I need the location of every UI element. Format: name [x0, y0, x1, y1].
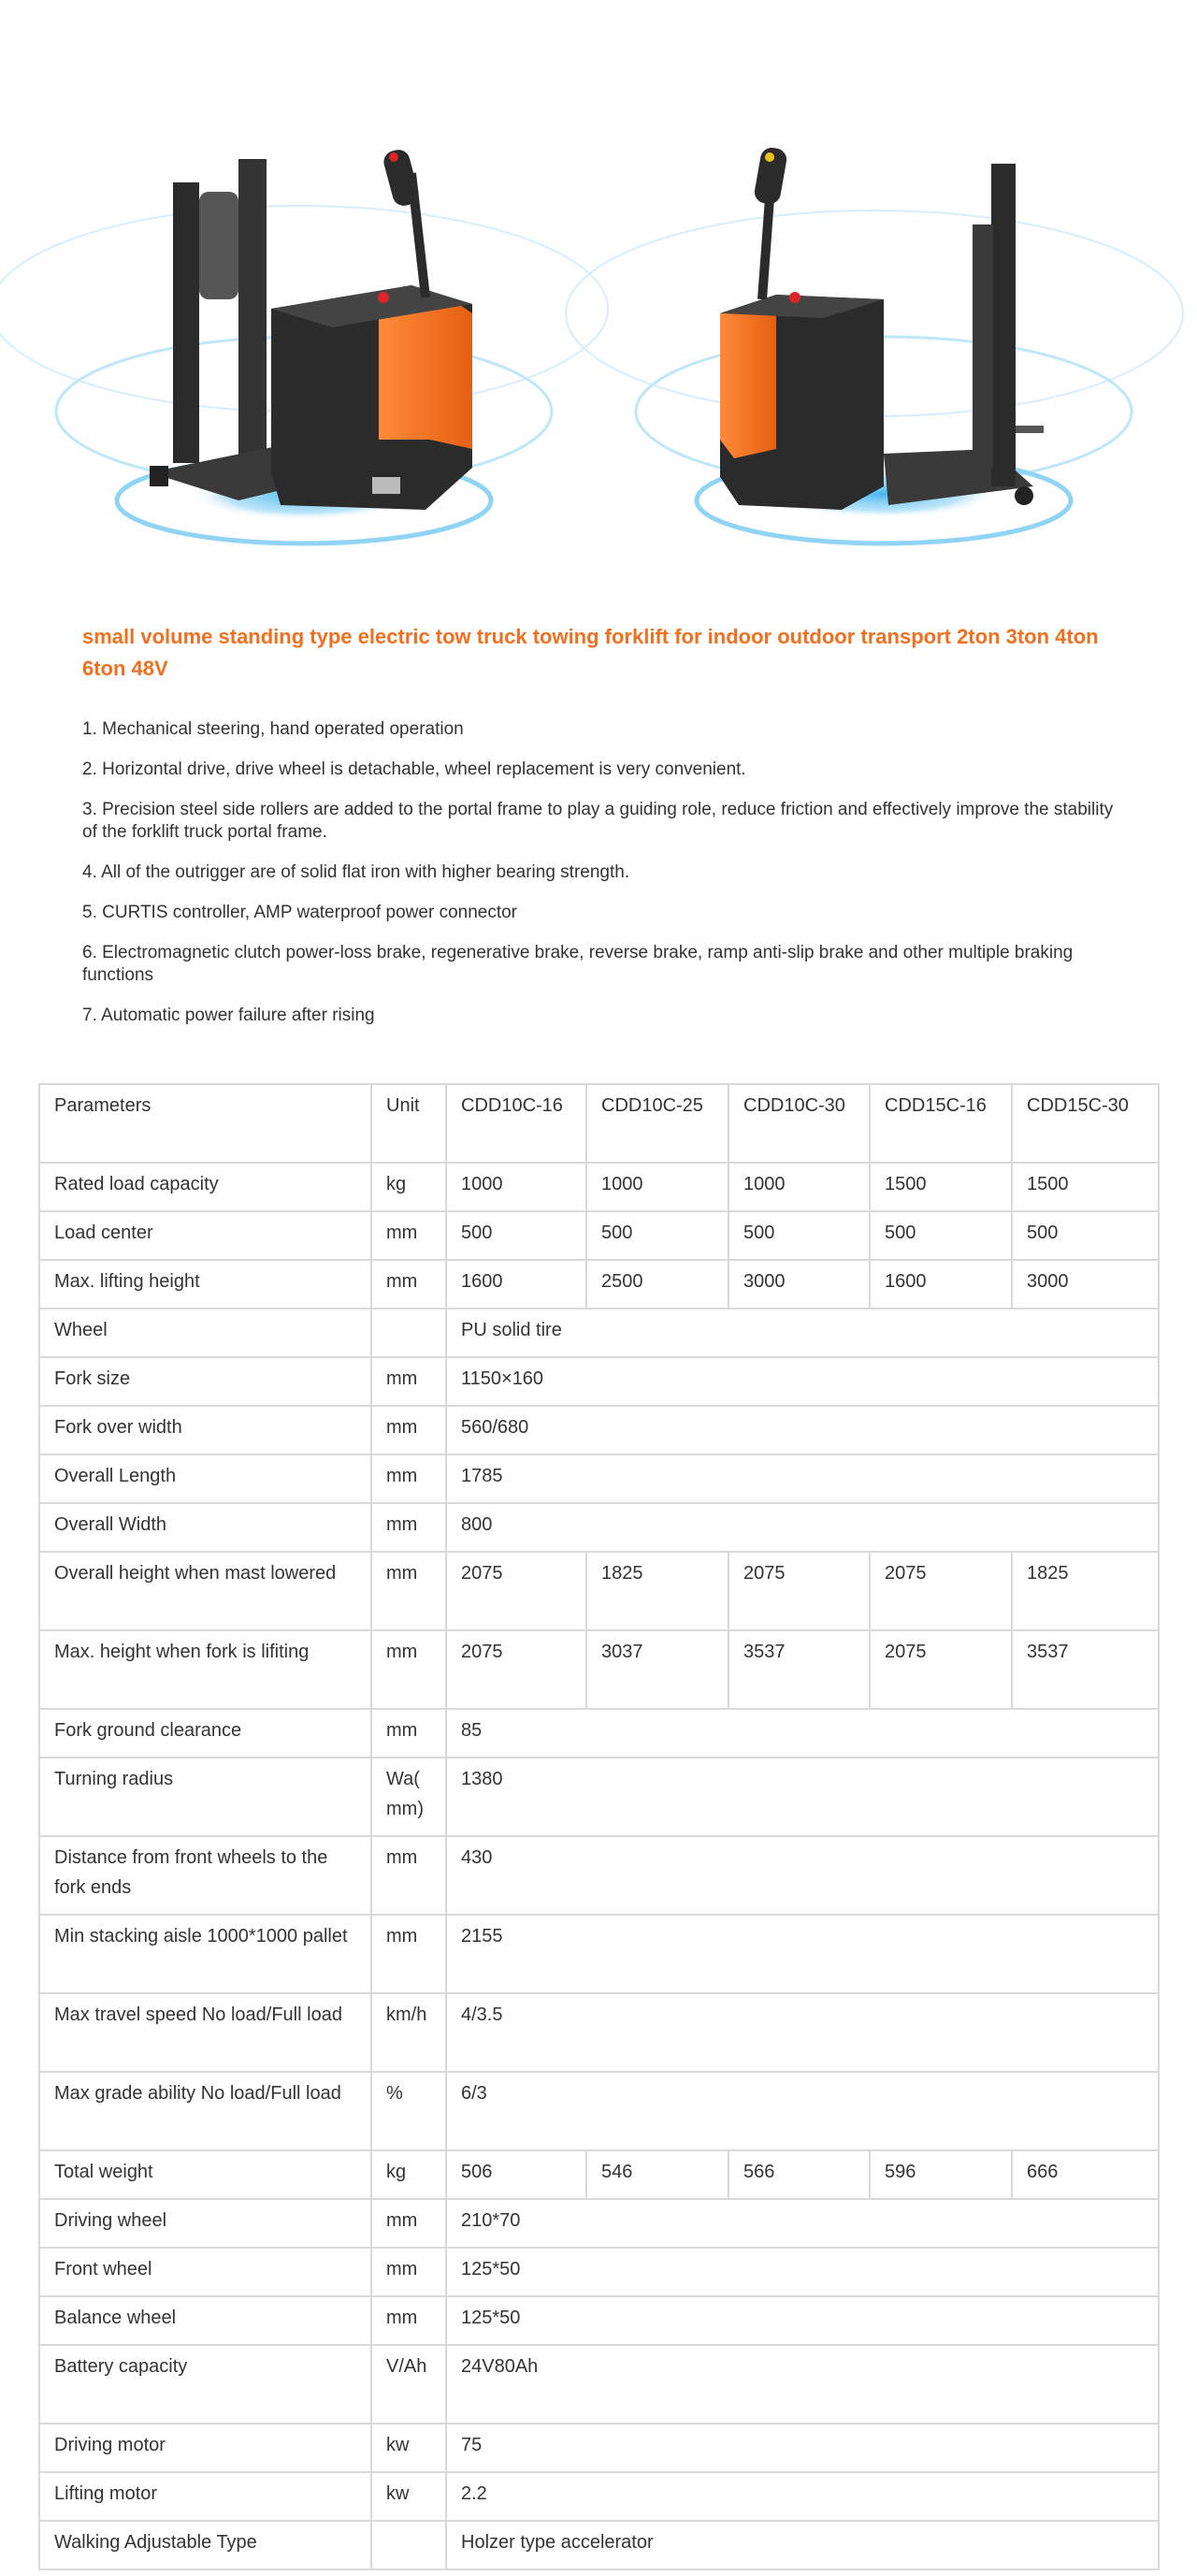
unit-cell: mm	[371, 1454, 446, 1503]
feature-item: 6. Electromagnetic clutch power-loss brake, regenerative brake, reverse brake, ramp anti-slip brake and other multiple braking functions	[82, 943, 1074, 985]
value-cell: 85	[446, 1709, 1159, 1758]
table-row	[39, 2248, 1159, 2296]
value-cell: 1000	[728, 1163, 870, 1211]
table-row	[39, 2345, 1159, 2424]
table-row	[39, 1211, 1159, 1260]
parameter-cell: Max travel speed No load/Full load	[39, 1993, 371, 2072]
parameter-cell: Battery capacity	[39, 2345, 371, 2424]
value-cell: 800	[446, 1503, 1159, 1552]
value-cell: 125*50	[446, 2296, 1159, 2345]
value-cell: 1825	[1012, 1552, 1159, 1630]
table-row	[39, 1993, 1159, 2072]
truck-photo-right	[566, 146, 1183, 543]
value-cell: Holzer type accelerator	[446, 2521, 1159, 2569]
value-cell: 1000	[446, 1163, 586, 1211]
parameter-cell: Overall height when mast lowered	[39, 1552, 371, 1630]
value-cell: 560/680	[446, 1406, 1159, 1454]
product-photos	[0, 0, 1197, 589]
table-row	[39, 1260, 1159, 1309]
table-row	[39, 1552, 1159, 1630]
unit-cell: mm	[371, 1406, 446, 1454]
value-cell: 2075	[870, 1552, 1012, 1630]
value-cell: 546	[586, 2150, 728, 2199]
table-row	[39, 1503, 1159, 1552]
value-cell: 2500	[586, 1260, 728, 1309]
table-row	[39, 2521, 1159, 2569]
serial-plate	[372, 477, 400, 494]
parameter-cell: Rated load capacity	[39, 1163, 371, 1211]
table-header-row	[39, 1084, 1159, 1163]
unit-cell: mm	[371, 1260, 446, 1309]
table-row	[39, 1915, 1159, 1993]
value-cell: 6/3	[446, 2072, 1159, 2150]
table-row	[39, 1836, 1159, 1915]
parameter-cell: Max. lifting height	[39, 1260, 371, 1309]
value-cell: 2.2	[446, 2472, 1159, 2521]
parameter-cell: Max. height when fork is lifiting	[39, 1630, 371, 1709]
value-cell: 596	[870, 2150, 1012, 2199]
fork-tip	[1016, 426, 1044, 433]
unit-cell: Wa(mm)	[371, 1758, 446, 1836]
unit-cell: kw	[371, 2424, 446, 2472]
header-cell: CDD10C-25	[586, 1084, 728, 1163]
value-cell: 210*70	[446, 2199, 1159, 2248]
unit-cell: mm	[371, 1836, 446, 1915]
unit-cell: mm	[371, 2199, 446, 2248]
parameter-cell: Total weight	[39, 2150, 371, 2199]
unit-cell: mm	[371, 1552, 446, 1630]
feature-item: 4. All of the outrigger are of solid flat iron with higher bearing strength.	[82, 862, 630, 882]
value-cell: 500	[728, 1211, 870, 1260]
value-cell: 2075	[446, 1552, 586, 1630]
value-cell: 2155	[446, 1915, 1159, 1993]
feature-item: 7. Automatic power failure after rising	[82, 1006, 375, 1025]
front-wheel	[1015, 486, 1033, 505]
value-cell: PU solid tire	[446, 1309, 1159, 1357]
value-cell: 3000	[728, 1260, 870, 1309]
value-cell: 500	[870, 1211, 1012, 1260]
mast-left	[991, 164, 1016, 486]
table-row	[39, 1406, 1159, 1454]
emergency-button	[789, 292, 800, 303]
parameter-cell: Overall Length	[39, 1454, 371, 1503]
value-cell: 3537	[1012, 1630, 1159, 1709]
feature-list	[82, 718, 1130, 1045]
value-cell: 500	[586, 1211, 728, 1260]
value-cell: 506	[446, 2150, 586, 2199]
table-row	[39, 1163, 1159, 1211]
parameter-cell: Fork over width	[39, 1406, 371, 1454]
mast-left	[173, 182, 199, 463]
parameter-cell: Driving wheel	[39, 2199, 371, 2248]
value-cell: 1000	[586, 1163, 728, 1211]
tiller-button	[765, 152, 774, 162]
header-cell: CDD15C-16	[870, 1084, 1012, 1163]
product-title: small volume standing type electric tow truck towing forklift for indoor outdoor transport 2ton 3ton 4ton 6ton 48V	[82, 625, 1099, 680]
emergency-button	[378, 292, 389, 303]
parameter-cell: Fork size	[39, 1357, 371, 1406]
value-cell: 1380	[446, 1758, 1159, 1836]
header-cell: Unit	[371, 1084, 446, 1163]
value-cell: 1600	[446, 1260, 586, 1309]
parameter-cell: Front wheel	[39, 2248, 371, 2296]
table-row	[39, 1758, 1159, 1836]
value-cell: 3037	[586, 1630, 728, 1709]
parameter-cell: Min stacking aisle 1000*1000 pallet	[39, 1915, 371, 1993]
parameter-cell: Balance wheel	[39, 2296, 371, 2345]
header-cell: CDD15C-30	[1012, 1084, 1159, 1163]
value-cell: 3537	[728, 1630, 870, 1709]
table-row	[39, 2472, 1159, 2521]
product-photos-svg	[0, 0, 1197, 589]
value-cell: 1825	[586, 1552, 728, 1630]
value-cell: 125*50	[446, 2248, 1159, 2296]
value-cell: 2075	[446, 1630, 586, 1709]
table-row	[39, 1309, 1159, 1357]
value-cell: 1150×160	[446, 1357, 1159, 1406]
table-row	[39, 2424, 1159, 2472]
table-row	[39, 1630, 1159, 1709]
truck-photo-left	[0, 147, 608, 543]
feature-item: 5. CURTIS controller, AMP waterproof power connector	[82, 903, 518, 922]
table-row	[39, 1357, 1159, 1406]
specification-table	[38, 1083, 1160, 2570]
value-cell: 3000	[1012, 1260, 1159, 1309]
header-cell: CDD10C-16	[446, 1084, 586, 1163]
specification-table-body	[39, 1084, 1159, 2569]
unit-cell: km/h	[371, 1993, 446, 2072]
value-cell: 2075	[870, 1630, 1012, 1709]
value-cell: 1500	[870, 1163, 1012, 1211]
value-cell: 1500	[1012, 1163, 1159, 1211]
unit-cell	[371, 2521, 446, 2569]
truck-body-orange	[720, 297, 776, 458]
unit-cell: mm	[371, 2248, 446, 2296]
unit-cell: kg	[371, 1163, 446, 1211]
parameter-cell: Max grade ability No load/Full load	[39, 2072, 371, 2150]
parameter-cell: Turning radius	[39, 1758, 371, 1836]
value-cell: 666	[1012, 2150, 1159, 2199]
feature-item: 2. Horizontal drive, drive wheel is detachable, wheel replacement is very convenient.	[82, 760, 746, 779]
parameter-cell: Distance from front wheels to the fork ends	[39, 1836, 371, 1915]
unit-cell: mm	[371, 1915, 446, 1993]
mast-right	[238, 159, 267, 458]
mast-right	[973, 224, 993, 468]
value-cell: 2075	[728, 1552, 870, 1630]
value-cell: 1785	[446, 1454, 1159, 1503]
value-cell: 500	[1012, 1211, 1159, 1260]
feature-item: 3. Precision steel side rollers are added to the portal frame to play a guiding role, reduce friction and effectively improve the stability of the forklift truck portal frame.	[82, 800, 1114, 842]
header-cell: Parameters	[39, 1084, 371, 1163]
unit-cell: mm	[371, 1211, 446, 1260]
value-cell: 500	[446, 1211, 586, 1260]
header-cell: CDD10C-30	[728, 1084, 870, 1163]
table-row	[39, 2296, 1159, 2345]
parameter-cell: Fork ground clearance	[39, 1709, 371, 1758]
feature-item: 1. Mechanical steering, hand operated operation	[82, 719, 464, 739]
table-row	[39, 1454, 1159, 1503]
value-cell: 430	[446, 1836, 1159, 1915]
parameter-cell: Driving motor	[39, 2424, 371, 2472]
unit-cell: mm	[371, 2296, 446, 2345]
value-cell: 24V80Ah	[446, 2345, 1159, 2424]
unit-cell: mm	[371, 1709, 446, 1758]
unit-cell: mm	[371, 1357, 446, 1406]
table-row	[39, 2199, 1159, 2248]
table-row	[39, 2150, 1159, 2199]
parameter-cell: Wheel	[39, 1309, 371, 1357]
parameter-cell: Load center	[39, 1211, 371, 1260]
parameter-cell: Lifting motor	[39, 2472, 371, 2521]
table-row	[39, 2072, 1159, 2150]
unit-cell	[371, 1309, 446, 1357]
value-cell: 566	[728, 2150, 870, 2199]
front-wheel	[150, 466, 168, 486]
tiller-button	[389, 152, 398, 162]
value-cell: 4/3.5	[446, 1993, 1159, 2072]
unit-cell: V/Ah	[371, 2345, 446, 2424]
value-cell: 75	[446, 2424, 1159, 2472]
unit-cell: kg	[371, 2150, 446, 2199]
parameter-cell: Overall Width	[39, 1503, 371, 1552]
unit-cell: kw	[371, 2472, 446, 2521]
unit-cell: mm	[371, 1503, 446, 1552]
table-row	[39, 1709, 1159, 1758]
backrest	[199, 192, 238, 299]
unit-cell: %	[371, 2072, 446, 2150]
truck-body-orange	[379, 297, 472, 449]
parameter-cell: Walking Adjustable Type	[39, 2521, 371, 2569]
unit-cell: mm	[371, 1630, 446, 1709]
value-cell: 1600	[870, 1260, 1012, 1309]
